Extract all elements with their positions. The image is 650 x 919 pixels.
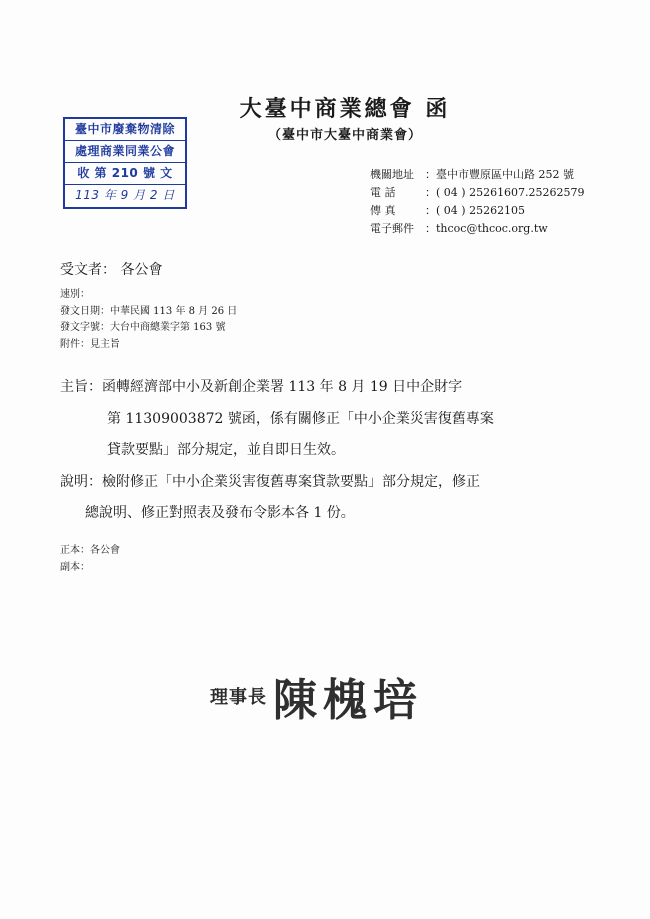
phone-value: ：( 04 ) 25261607.25262579	[425, 186, 585, 199]
recipient-line: 受文者： 各公會	[60, 262, 163, 278]
document-body	[60, 372, 580, 530]
document-subtitle: （臺中市大臺中商業會）	[267, 128, 422, 143]
signature-block	[210, 664, 423, 728]
phone-row	[370, 184, 585, 202]
address-row	[370, 166, 585, 184]
signature-role: 理事長	[210, 687, 267, 708]
fax-value: ：( 04 ) 25262105	[425, 204, 526, 217]
subject-line-1: 主旨：函轉經濟部中小及新創企業署 113 年 8 月 19 日中企財字	[60, 379, 463, 395]
email-value: ：thcoc@thcoc.org.tw	[425, 222, 548, 235]
stamp-line-4: 113 年 9 月 2 日	[75, 188, 175, 202]
meta-speed: 速別：	[60, 289, 90, 300]
contact-block	[370, 166, 585, 238]
meta-block	[60, 287, 237, 353]
signature-name: 陳槐培	[273, 675, 423, 726]
email-label: 電子郵件	[370, 222, 414, 235]
email-row	[370, 220, 585, 238]
fax-label: 傳 真	[370, 204, 396, 217]
original-recipients: 正本：各公會	[60, 545, 120, 556]
duplicate-recipients: 副本：	[60, 562, 90, 573]
explain-line-2: 總說明、修正對照表及發布令影本各 1 份。	[85, 505, 355, 521]
phone-label: 電 話	[370, 186, 396, 199]
explain-line-1: 說明：檢附修正「中小企業災害復舊專案貸款要點」部分規定，修正	[60, 473, 480, 490]
stamp-line-1: 臺中市廢棄物清除	[65, 119, 185, 141]
address-label: 機關地址	[370, 168, 414, 181]
meta-attachment: 附件：見主旨	[60, 338, 120, 350]
subject-line-3: 貸款要點」部分規定，並自即日生效。	[107, 442, 345, 458]
meta-number: 發文字號：大台中商總業字第 163 號	[60, 322, 226, 333]
meta-date: 發文日期：中華民國 113 年 8 月 26 日	[60, 305, 238, 317]
fax-row	[370, 202, 585, 220]
stamp-line-2: 處理商業同業公會	[65, 141, 185, 163]
stamp-line-3: 收 第 210 號 文	[65, 163, 185, 185]
copies-block	[60, 542, 120, 576]
document-title: 大臺中商業總會 函	[239, 96, 451, 122]
subject-line-2: 第 11309003872 號函，係有關修正「中小企業災害復舊專案	[107, 410, 494, 427]
address-value: ：臺中市豐原區中山路 252 號	[425, 168, 574, 181]
receipt-stamp	[63, 117, 187, 209]
